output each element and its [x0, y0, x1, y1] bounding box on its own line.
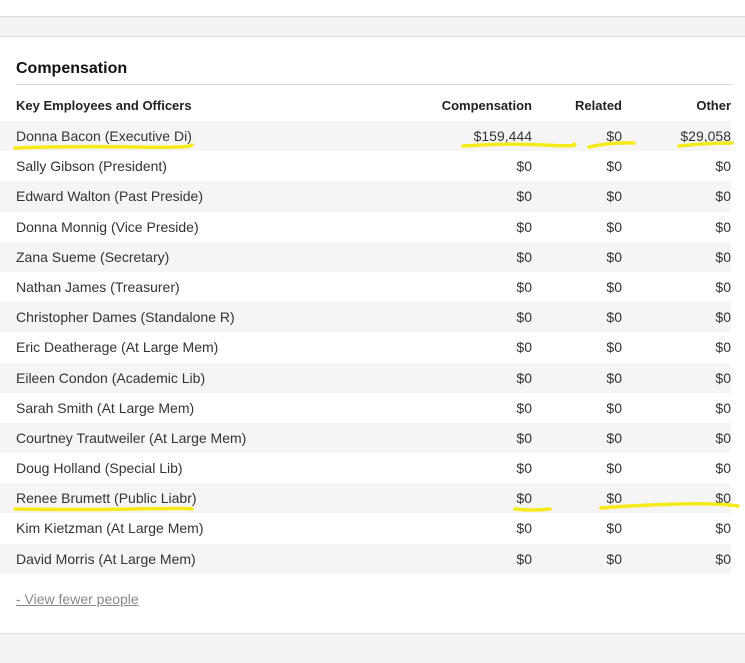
- compensation-value: $0: [516, 550, 532, 567]
- header-other: Other: [696, 98, 731, 113]
- related-value: $0: [606, 309, 622, 326]
- table-row: [0, 242, 745, 272]
- table-body: [0, 121, 745, 574]
- related-value: $0: [606, 490, 622, 507]
- other-value: $0: [715, 339, 731, 356]
- view-fewer-people-link[interactable]: - View fewer people: [16, 591, 139, 607]
- related-value: $0: [606, 460, 622, 477]
- other-value: $0: [715, 158, 731, 175]
- employee-name: Doug Holland (Special Lib): [16, 460, 183, 477]
- table-row: [0, 272, 745, 302]
- table-row: [0, 212, 745, 242]
- employee-name: Eileen Condon (Academic Lib): [16, 369, 206, 386]
- table-row: [0, 332, 745, 362]
- related-value: $0: [606, 128, 622, 144]
- employee-name: Sarah Smith (At Large Mem): [16, 399, 195, 416]
- related-value: $0: [606, 339, 622, 356]
- related-value: $0: [606, 278, 622, 295]
- compensation-value: $0: [516, 490, 532, 507]
- related-value: $0: [606, 158, 622, 175]
- compensation-value: $0: [516, 309, 532, 326]
- other-value: $0: [715, 460, 731, 477]
- compensation-value: $0: [516, 520, 532, 537]
- compensation-value: $0: [516, 339, 532, 356]
- compensation-value: $0: [516, 278, 532, 295]
- related-value: $0: [606, 369, 622, 386]
- compensation-card: [0, 36, 745, 634]
- employee-name: Zana Sueme (Secretary): [16, 248, 170, 265]
- other-value: $0: [715, 248, 731, 265]
- header-key-employees: Key Employees and Officers: [16, 98, 192, 113]
- related-value: $0: [606, 188, 622, 205]
- other-value: $0: [715, 188, 731, 205]
- compensation-value: $0: [516, 218, 532, 235]
- employee-name: Donna Bacon (Executive Di): [16, 128, 192, 144]
- compensation-table: [0, 95, 745, 574]
- employee-name: Edward Walton (Past Preside): [16, 188, 203, 205]
- other-value: $0: [715, 369, 731, 386]
- other-value: $0: [715, 309, 731, 326]
- related-value: $0: [606, 218, 622, 235]
- employee-name: Kim Kietzman (At Large Mem): [16, 520, 204, 537]
- other-value: $0: [715, 520, 731, 537]
- table-row: [0, 121, 745, 151]
- other-value: $0: [715, 550, 731, 567]
- table-row: [0, 453, 745, 483]
- header-related: Related: [575, 98, 622, 113]
- other-value: $0: [715, 399, 731, 416]
- related-value: $0: [606, 429, 622, 446]
- other-value: $0: [715, 278, 731, 295]
- other-value: $0: [715, 490, 731, 507]
- related-value: $0: [606, 550, 622, 567]
- table-row: [0, 393, 745, 423]
- related-value: $0: [606, 520, 622, 537]
- other-value: $29,058: [680, 128, 731, 144]
- employee-name: Courtney Trautweiler (At Large Mem): [16, 429, 247, 446]
- other-value: $0: [715, 429, 731, 446]
- employee-name: Nathan James (Treasurer): [16, 278, 180, 295]
- other-value: $0: [715, 218, 731, 235]
- header-compensation: Compensation: [441, 98, 532, 113]
- table-row: [0, 483, 745, 513]
- table-row: [0, 513, 745, 543]
- employee-name: Eric Deatherage (At Large Mem): [16, 339, 219, 356]
- table-header-row: [0, 95, 745, 121]
- employee-name: Sally Gibson (President): [16, 158, 167, 175]
- table-row: [0, 363, 745, 393]
- related-value: $0: [606, 248, 622, 265]
- compensation-value: $0: [516, 188, 532, 205]
- compensation-value: $0: [516, 369, 532, 386]
- compensation-value: $0: [516, 158, 532, 175]
- table-row: [0, 151, 745, 181]
- compensation-value: $0: [516, 460, 532, 477]
- table-row: [0, 544, 745, 574]
- employee-name: Christopher Dames (Standalone R): [16, 309, 235, 326]
- table-row: [0, 423, 745, 453]
- compensation-value: $0: [516, 399, 532, 416]
- related-value: $0: [606, 399, 622, 416]
- table-row: [0, 302, 745, 332]
- employee-name: David Morris (At Large Mem): [16, 550, 196, 567]
- previous-section-strip: [0, 0, 745, 17]
- table-row: [0, 181, 745, 211]
- employee-name: Donna Monnig (Vice Preside): [16, 218, 199, 235]
- compensation-value: $0: [516, 248, 532, 265]
- compensation-value: $159,444: [473, 128, 532, 144]
- title-divider: [16, 84, 731, 85]
- section-title: Compensation: [16, 60, 128, 77]
- employee-name: Renee Brumett (Public Liabr): [16, 490, 197, 507]
- compensation-value: $0: [516, 429, 532, 446]
